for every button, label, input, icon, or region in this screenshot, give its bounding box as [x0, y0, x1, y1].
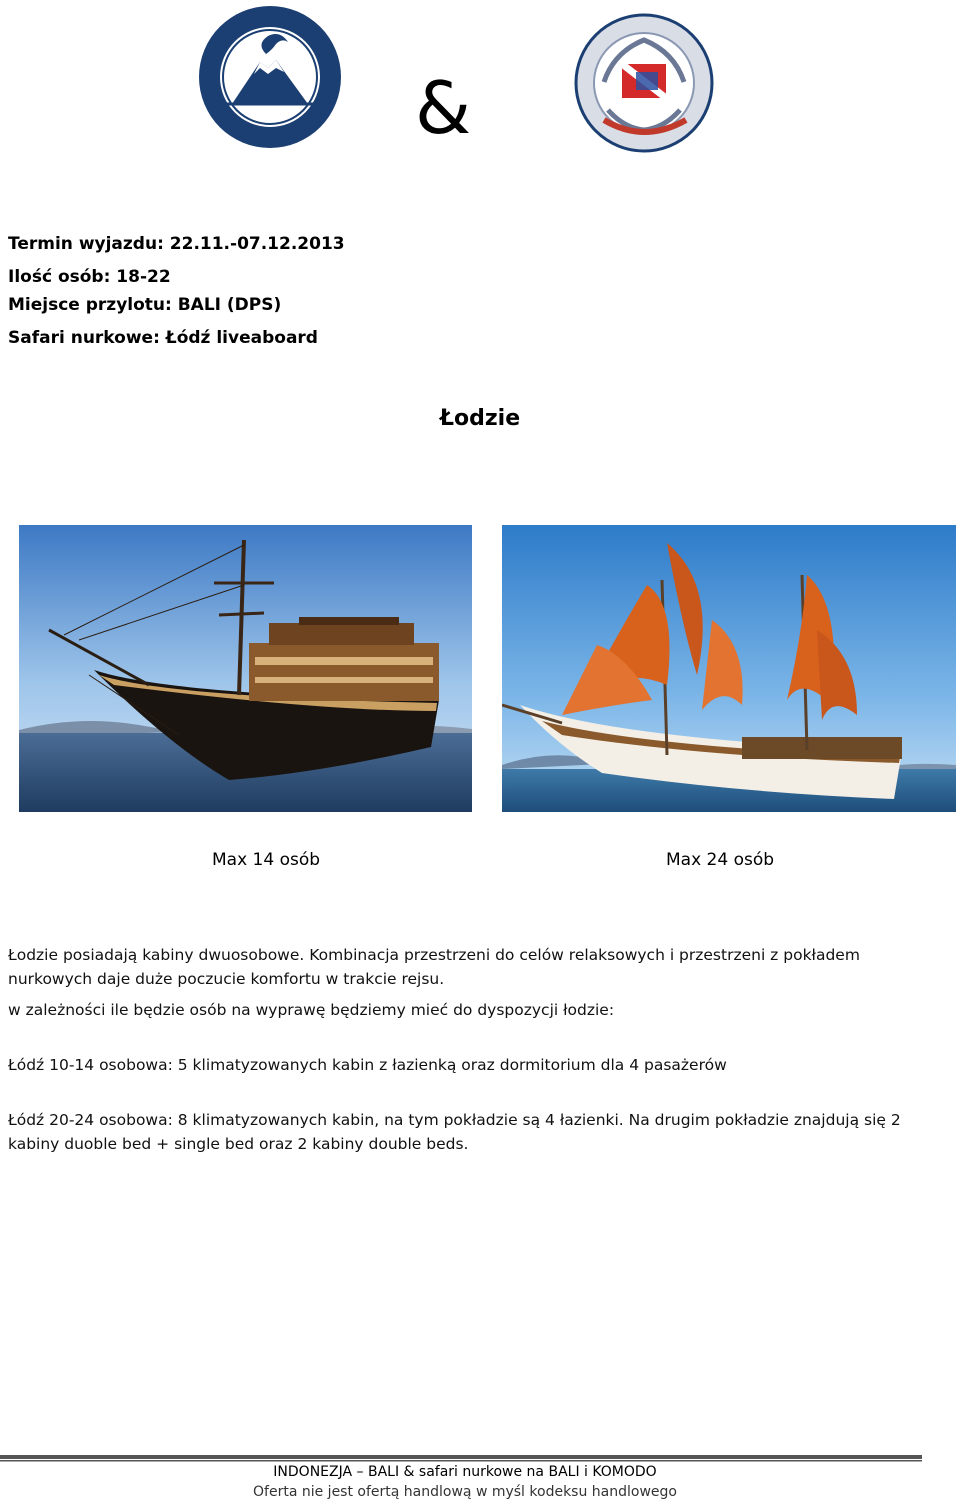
- indo-explorer-logo: [196, 4, 344, 150]
- boats-heading: Łodzie: [439, 406, 521, 431]
- footer-disclaimer: Oferta nie jest ofertą handlową w myśl kodeksu handlowego: [253, 1484, 677, 1500]
- footer-title: INDONEZJA – BALI & safari nurkowe na BALI i KOMODO: [273, 1464, 657, 1480]
- trip-dates: Termin wyjazdu: 22.11.-07.12.2013: [8, 234, 345, 254]
- safari-type: Safari nurkowe: Łódź liveaboard: [8, 328, 318, 348]
- ampersand: &: [415, 66, 472, 150]
- boat-1-capacity: Max 14 osób: [212, 850, 321, 870]
- octopus-dive-club-logo: [574, 12, 714, 154]
- arrival-place: Miejsce przylotu: BALI (DPS): [8, 295, 282, 315]
- footer-divider: [0, 1448, 922, 1456]
- boat-1-details: Łódź 10-14 osobowa: 5 klimatyzowanych kabin z łazienką oraz dormitorium dla 4 pasażerów: [8, 1056, 727, 1074]
- participants-count: Ilość osób: 18-22: [8, 267, 171, 287]
- boats-description: Łodzie posiadają kabiny dwuosobowe. Kombinacja przestrzeni do celów relaksowych i przestrzeni z pokładem nurkowych daje duże poczucie komfortu w trakcie rejsu.: [8, 946, 860, 988]
- sailing-boat-photo: [502, 525, 956, 812]
- boat-2-details: Łódź 20-24 osobowa: 8 klimatyzowanych kabin, na tym pokładzie są 4 łazienki. Na drugim pokładzie znajdują się 2 kabiny duoble bed + single bed oraz 2 kabiny double beds.: [8, 1111, 901, 1153]
- wooden-boat-photo: [19, 525, 472, 812]
- boat-2-capacity: Max 24 osób: [666, 850, 775, 870]
- boats-availability-note: w zależności ile będzie osób na wyprawę będziemy mieć do dyspozycji łodzie:: [8, 1001, 615, 1019]
